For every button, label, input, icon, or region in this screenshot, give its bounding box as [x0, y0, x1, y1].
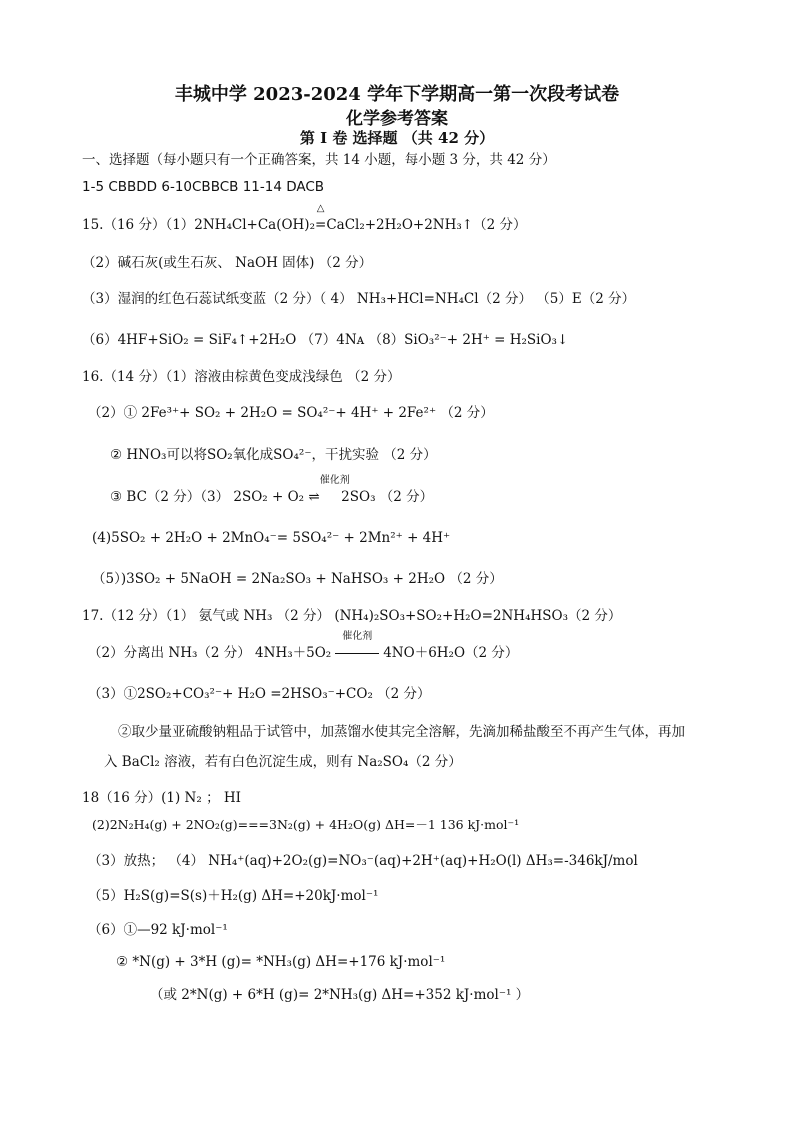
document-title: 丰城中学 2023-2024 学年下学期高一第一次段考试卷 [174, 84, 620, 105]
catalyst-label: 催化剂 [342, 631, 373, 642]
q17-line-3: （3）①2SO₂+CO₃²⁻+ H₂O =2HSO₃⁻+CO₂ （2 分） [88, 686, 431, 702]
q17-part2-b: 4NO＋6H₂O（2 分） [383, 645, 519, 661]
q15-products: CaCl₂+2H₂O+2NH₃↑（2 分） [326, 217, 527, 233]
q15-line-1 [82, 203, 527, 235]
q16-line-5: (4)5SO₂ + 2H₂O + 2MnO₄⁻= 5SO₄²⁻ + 2Mn²⁺ + 4H⁺ [92, 530, 451, 546]
section-heading: 第 I 卷 选择题 （共 42 分） [299, 129, 495, 147]
q18-line-6: ② *N(g) + 3*H (g)= *NH₃(g) ΔH=+176 kJ·mol⁻¹ [116, 954, 446, 970]
q18-line-3: （3）放热； （4） NH₄⁺(aq)+2O₂(g)=NO₃⁻(aq)+2H⁺(aq)+H₂O(l) ΔH₃=-346kJ/mol [88, 853, 638, 869]
q16-line-6: （5）)3SO₂ + 5NaOH = 2Na₂SO₃ + NaHSO₃ + 2H₂O （2 分） [92, 571, 503, 587]
q16-line-4 [110, 475, 434, 507]
q15-line-3: （3）湿润的红色石蕊试纸变蓝（2 分）（ 4） NH₃+HCl=NH₄Cl（2 分） （5）E（2 分） [82, 291, 636, 307]
heat-symbol: △ [316, 203, 325, 214]
q16-line-2: （2）① 2Fe³⁺+ SO₂ + 2H₂O = SO₄²⁻+ 4H⁺ + 2Fe²⁺ （2 分） [88, 405, 494, 421]
q16-catalyst-condition [319, 475, 350, 507]
q17-part2-a: （2）分离出 NH₃（2 分） 4NH₃＋5O₂ [88, 645, 332, 661]
q18-line-7: （或 2*N(g) + 6*H (g)= 2*NH₃(g) ΔH=+352 kJ·mol⁻¹ ） [150, 987, 530, 1003]
q15-line-4: （6）4HF+SiO₂ = SiF₄↑+2H₂O （7）4Nᴀ （8）SiO₃²⁻+ 2H⁺ = H₂SiO₃↓ [82, 332, 569, 348]
q17-line-5: 入 BaCl₂ 溶液，若有白色沉淀生成，则有 Na₂SO₄（2 分） [104, 754, 462, 770]
q15-reactants: 15.（16 分）（1）2NH₄Cl+Ca(OH)₂ [82, 217, 315, 233]
q17-line-2 [88, 631, 519, 663]
q18-line-5: （6）①—92 kJ·mol⁻¹ [88, 922, 228, 938]
q16-line-3: ② HNO₃可以将SO₂氧化成SO₄²⁻，干扰实验 （2 分） [110, 447, 437, 463]
mcq-answers: 1-5 CBBDD 6-10CBBCB 11-14 DACB [82, 179, 325, 195]
q17-catalyst-condition [335, 631, 379, 663]
q18-line-1: 18（16 分）(1) N₂ ； HI [82, 790, 241, 806]
q16-line-1: 16.（14 分）（1）溶液由棕黄色变成浅绿色 （2 分） [82, 369, 401, 385]
document-subtitle: 化学参考答案 [346, 109, 448, 129]
q16-part3-a: ③ BC（2 分）（3） 2SO₂ + O₂ ⇌ [110, 489, 320, 505]
q17-line-4: ②取少量亚硫酸钠粗品于试管中，加蒸馏水使其完全溶解，先滴加稀盐酸至不再产生气体，再加 [118, 724, 685, 740]
mcq-intro: 一、选择题（每小题只有一个正确答案，共 14 小题，每小题 3 分，共 42 分） [82, 152, 556, 168]
q18-line-2: (2)2N₂H₄(g) + 2NO₂(g)===3N₂(g) + 4H₂O(g) ΔH=－1 136 kJ·mol⁻¹ [92, 817, 520, 832]
q15-condition: △ = [315, 203, 327, 233]
q18-line-4: （5）H₂S(g)=S(s)＋H₂(g) ΔH=+20kJ·mol⁻¹ [88, 888, 379, 904]
q17-line-1: 17.（12 分）（1） 氨气或 NH₃ （2 分） (NH₄)₂SO₃+SO₂+H₂O=2NH₄HSO₃（2 分） [82, 608, 622, 624]
q16-part3-b: 2SO₃ （2 分） [336, 489, 434, 505]
catalyst-label: 催化剂 [319, 475, 350, 486]
q15-line-2: （2）碱石灰(或生石灰、 NaOH 固体) （2 分） [82, 255, 373, 271]
